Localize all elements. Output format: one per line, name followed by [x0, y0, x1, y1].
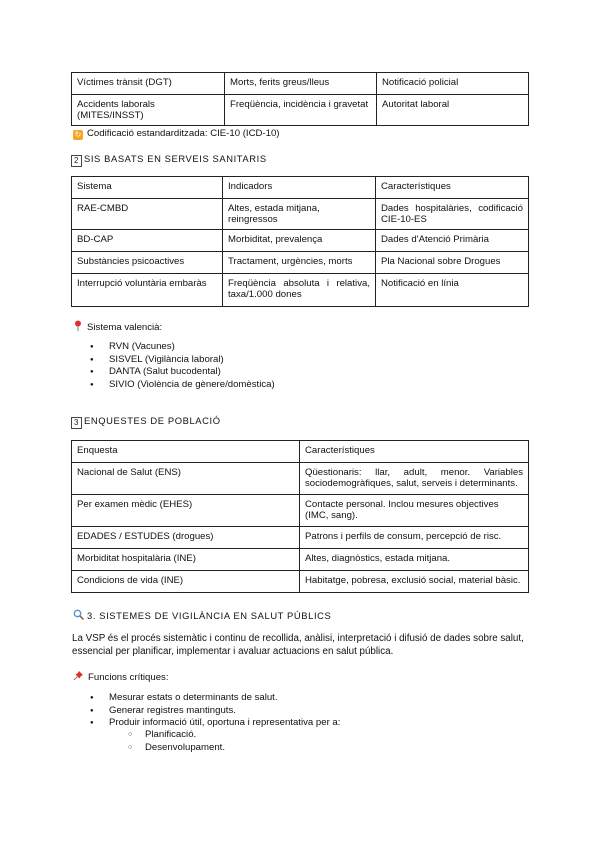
valencian-system-text: Sistema valencià:	[87, 322, 163, 333]
table-cell: Notificació en línia	[376, 274, 529, 307]
list-item: ● Mesurar estats o determinants de salut.	[109, 692, 340, 705]
paragraph-line: La VSP és el procés sistemàtic i continu de recollida, anàlisi, interpretació i difusió de dades sobre salut,	[72, 633, 524, 644]
critical-functions-list	[109, 692, 340, 730]
table-cell: Freqüència absoluta i relativa, taxa/1.000 dones	[223, 274, 376, 307]
list-item: ● Generar registres mantinguts.	[109, 705, 340, 718]
table-row	[72, 199, 529, 230]
table-cell: Substàncies psicoactives	[72, 252, 223, 274]
table-cell: Morbiditat hospitalària (INE)	[72, 549, 300, 571]
sync-icon: ↻	[74, 130, 82, 139]
table-cell: Altes, diagnòstics, estada mitjana.	[300, 549, 529, 571]
column-header: Característiques	[376, 177, 529, 199]
table-row	[72, 252, 529, 274]
keycap-number-icon: 3	[71, 417, 82, 429]
table-population-surveys	[71, 440, 529, 593]
table-cell: Patrons i perfils de consum, percepció de risc.	[300, 527, 529, 549]
table-cell: RAE-CMBD	[72, 199, 223, 230]
critical-functions-sublist	[145, 729, 225, 754]
table-cell: Dades d'Atenció Primària	[376, 230, 529, 252]
table-cell: Interrupció voluntària embaràs	[72, 274, 223, 307]
table-row	[72, 73, 529, 95]
section-title: ENQUESTES DE POBLACIÓ	[84, 415, 221, 426]
valencian-system-label	[73, 320, 162, 333]
table-cell: Altes, estada mitjana, reingressos	[223, 199, 376, 230]
valencian-system-list	[109, 341, 275, 391]
table-cell: BD-CAP	[72, 230, 223, 252]
table-cell: Habitatge, pobresa, exclusió social, material bàsic.	[300, 571, 529, 593]
table-row	[72, 274, 529, 307]
table-cell: EDADES / ESTUDES (drogues)	[72, 527, 300, 549]
list-item: ● Produir informació útil, oportuna i representativa per a:	[109, 717, 340, 730]
critical-functions-text: Funcions crítiques:	[88, 672, 169, 683]
table-header-row	[72, 177, 529, 199]
paragraph-line: essencial per planificar, implementar i avaluar actuacions en salut pública.	[72, 646, 394, 657]
table-cell: Morts, ferits greus/lleus	[225, 73, 377, 95]
list-item: ● RVN (Vacunes)	[109, 341, 275, 354]
table-cell: Per examen mèdic (EHES)	[72, 495, 300, 527]
critical-functions-label	[73, 670, 169, 683]
table-header-row	[72, 441, 529, 463]
table-cell: Condicions de vida (INE)	[72, 571, 300, 593]
list-item: ● SIVIO (Violència de gènere/domèstica)	[109, 379, 275, 392]
table-row	[72, 230, 529, 252]
table-row	[72, 527, 529, 549]
section-heading-health-services	[71, 153, 267, 167]
vsp-definition-paragraph	[72, 632, 532, 658]
table-row	[72, 463, 529, 495]
column-header: Enquesta	[72, 441, 300, 463]
table-row	[72, 549, 529, 571]
table-cell: Pla Nacional sobre Drogues	[376, 252, 529, 274]
column-header: Característiques	[300, 441, 529, 463]
table-row	[72, 495, 529, 527]
codification-note	[73, 128, 280, 140]
list-item: ○ Planificació.	[145, 729, 225, 742]
section-heading-public-surveillance	[73, 609, 331, 621]
column-header: Sistema	[72, 177, 223, 199]
keycap-number-icon: 2	[71, 155, 82, 167]
table-cell: Morbiditat, prevalença	[223, 230, 376, 252]
table-cell: Notificació policial	[377, 73, 529, 95]
column-header: Indicadors	[223, 177, 376, 199]
table-cell: Dades hospitalàries, codificació CIE-10-ES	[376, 199, 529, 230]
table-cell: Contacte personal. Inclou mesures objectives (IMC, sang).	[300, 495, 529, 527]
list-item: ● SISVEL (Vigilància laboral)	[109, 354, 275, 367]
table-cell: Víctimes trànsit (DGT)	[72, 73, 225, 95]
table-cell: Tractament, urgències, morts	[223, 252, 376, 274]
table-cell: Freqüència, incidència i gravetat	[225, 95, 377, 126]
list-item: ● DANTA (Salut bucodental)	[109, 366, 275, 379]
magnifier-icon	[73, 609, 84, 620]
table-surveillance-continued	[71, 72, 529, 126]
section-title: 3. SISTEMES DE VIGILÀNCIA EN SALUT PÚBLICS	[87, 610, 332, 621]
table-cell: Qüestionaris: llar, adult, menor. Variables sociodemogràfiques, salut, serveis i determinants.	[300, 463, 529, 495]
table-cell: Nacional de Salut (ENS)	[72, 463, 300, 495]
pushpin-icon	[73, 670, 84, 681]
codification-note-text: Codificació estandarditzada: CIE-10 (ICD-10)	[87, 128, 280, 139]
section-title: SIS BASATS EN SERVEIS SANITARIS	[84, 153, 267, 164]
round-pushpin-icon	[73, 320, 83, 331]
table-cell: Accidents laborals (MITES/INSST)	[72, 95, 225, 126]
table-row	[72, 95, 529, 126]
table-health-services	[71, 176, 529, 307]
table-row	[72, 571, 529, 593]
table-cell: Autoritat laboral	[377, 95, 529, 126]
section-heading-population-surveys	[71, 415, 221, 429]
list-item: ○ Desenvolupament.	[145, 742, 225, 755]
